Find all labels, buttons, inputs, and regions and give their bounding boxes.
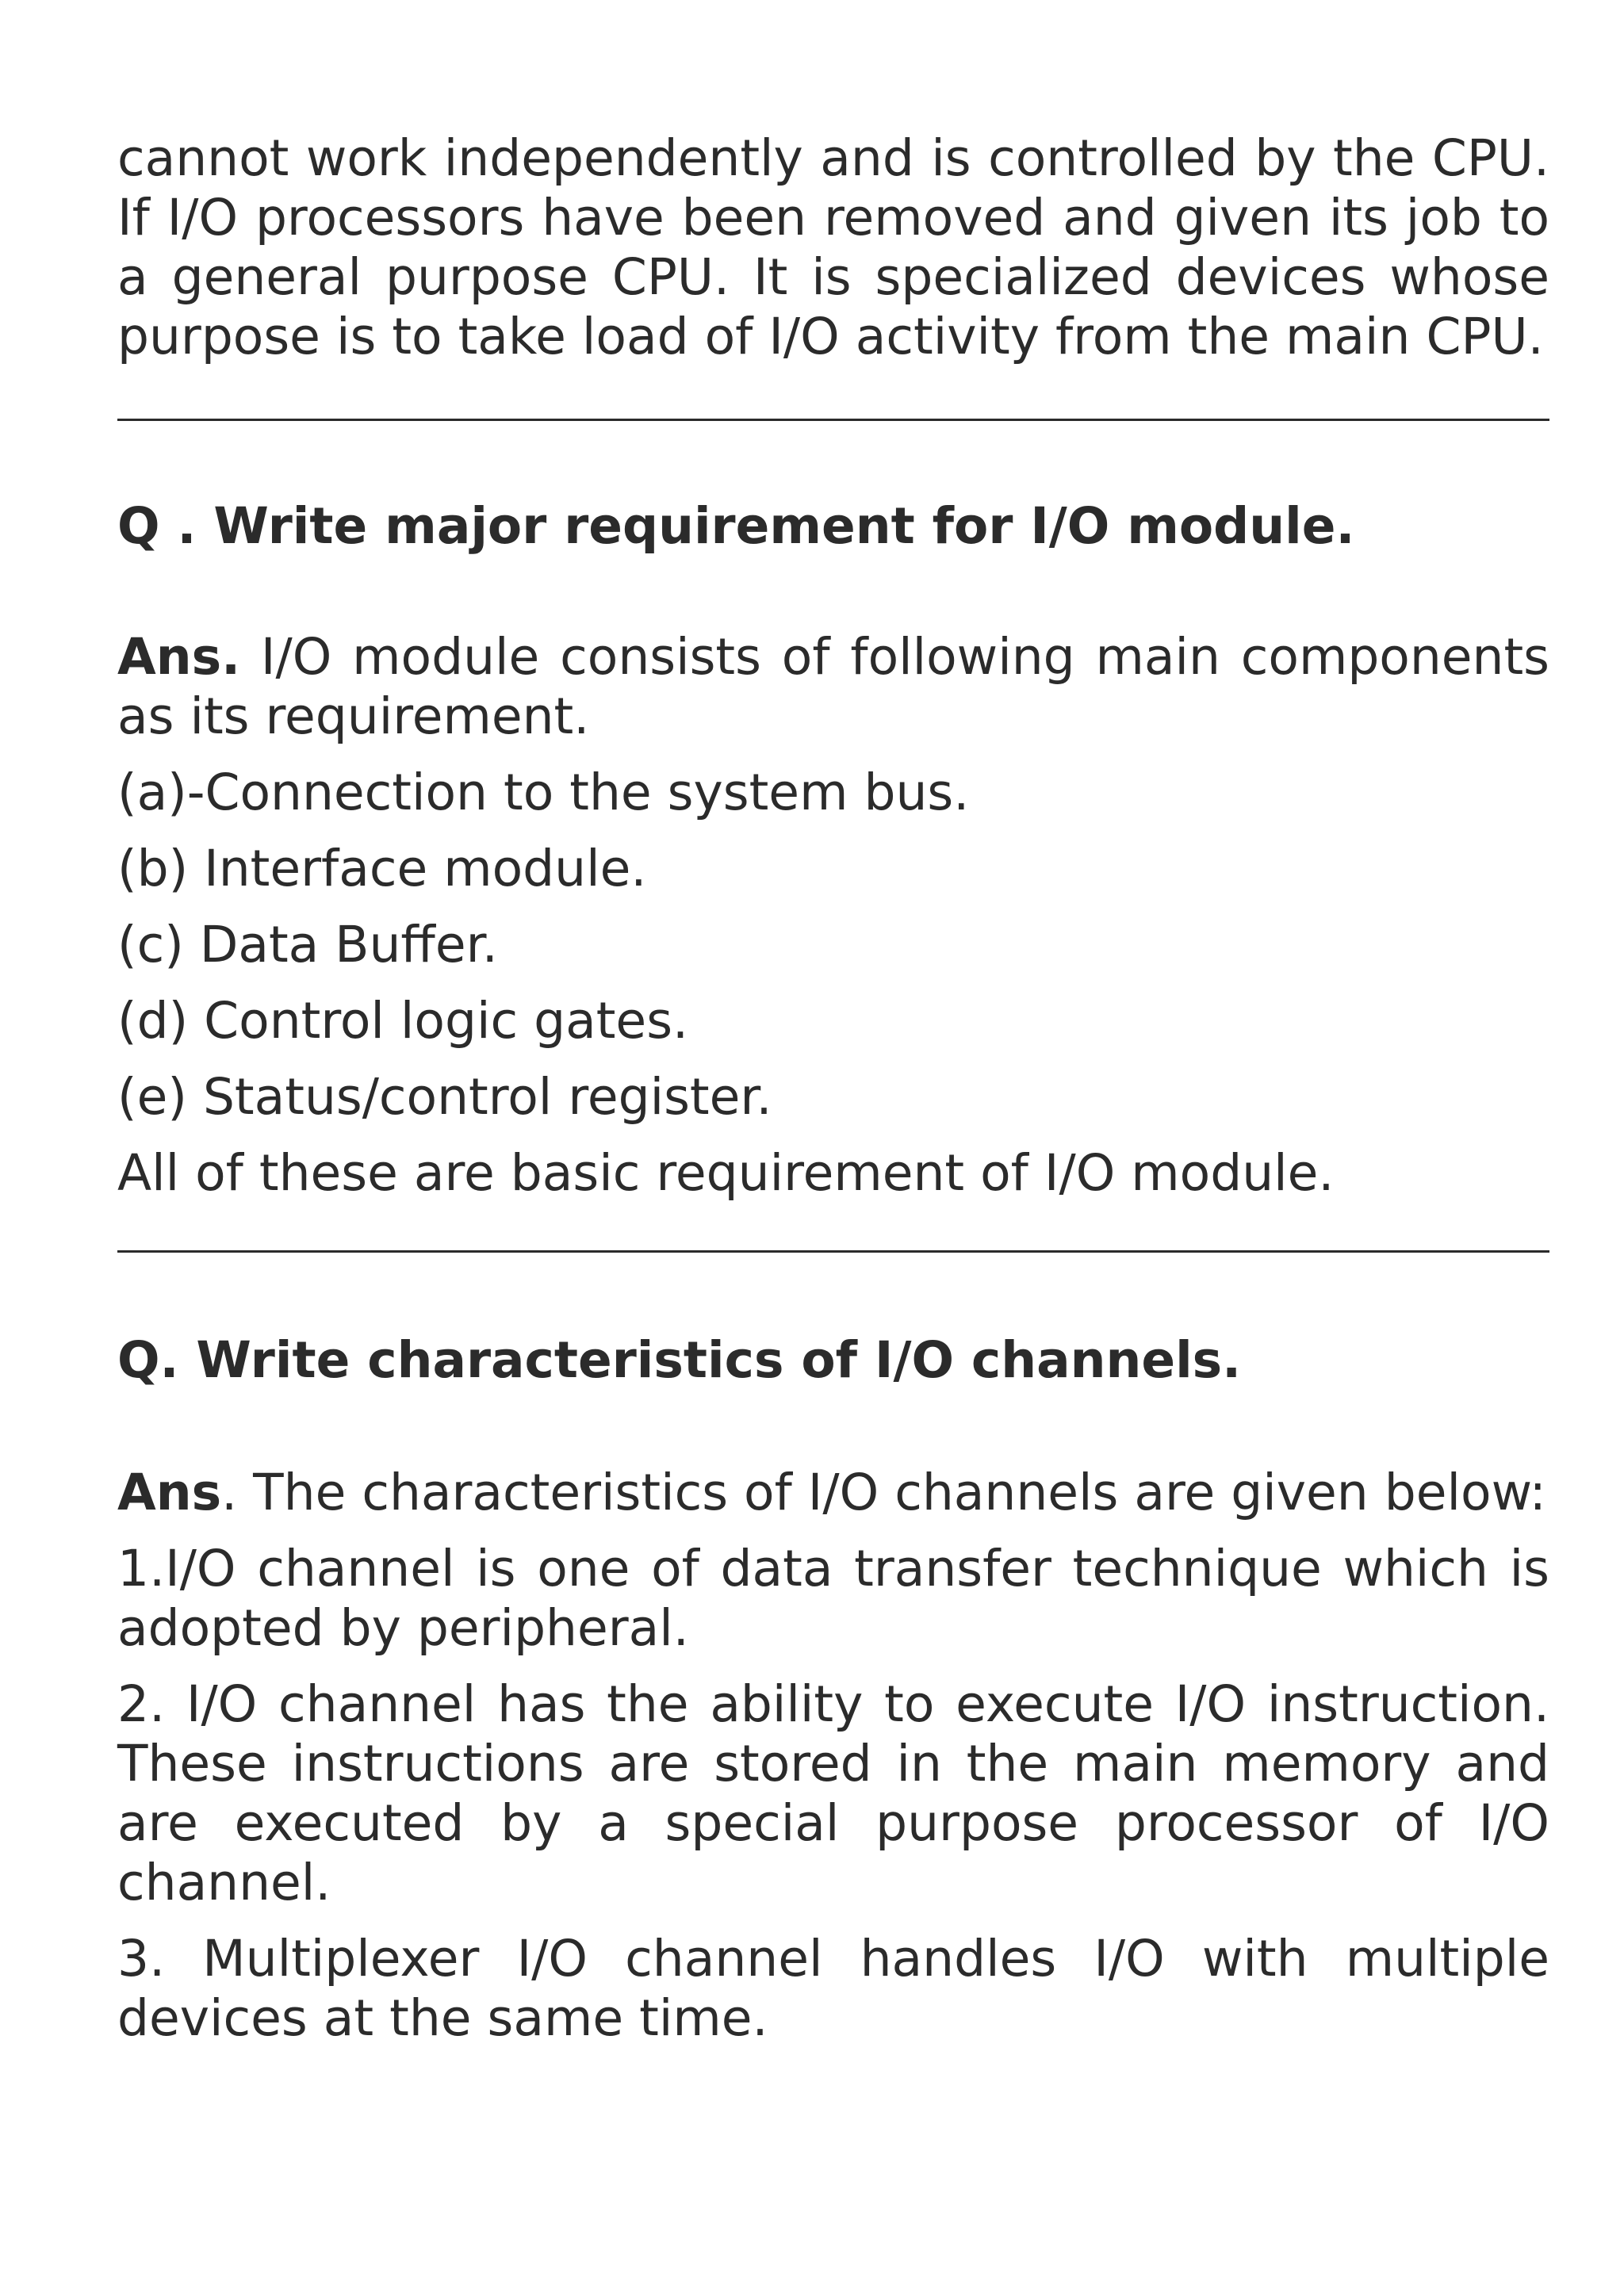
numbered-item: 2. I/O channel has the ability to execute I/O instruction. These instructions are stored in the main memory and are executed by a special purpose processor of I/O channel. xyxy=(117,1675,1549,1911)
list-item: (d) Control logic gates. xyxy=(117,992,689,1050)
numbered-item: 3. Multiplexer I/O channel handles I/O with multiple devices at the same time. xyxy=(117,1930,1549,2047)
answer-text: I/O module consists of following main components as its requirement. xyxy=(117,628,1549,745)
answer-label: Ans xyxy=(117,1464,222,1521)
answer-paragraph xyxy=(117,627,1549,746)
question-heading: Q. Write characteristics of I/O channels. xyxy=(117,1331,1242,1389)
list-item: (a)-Connection to the system bus. xyxy=(117,763,970,821)
list-item: (b) Interface module. xyxy=(117,840,647,897)
conclusion-text: All of these are basic requirement of I/O module. xyxy=(117,1144,1335,1202)
answer-paragraph xyxy=(117,1463,1549,1522)
section-divider xyxy=(117,1250,1549,1253)
intro-paragraph: cannot work independently and is controlled by the CPU. If I/O processors have been removed and given its job to a general purpose CPU. It is specialized devices whose purpose is to take load of I/O activity from the main CPU. xyxy=(117,129,1549,365)
answer-text: . The characteristics of I/O channels are given below: xyxy=(221,1464,1546,1521)
question-heading: Q . Write major requirement for I/O module. xyxy=(117,497,1355,555)
document-page xyxy=(117,128,1549,2048)
numbered-item: 1.I/O channel is one of data transfer technique which is adopted by peripheral. xyxy=(117,1540,1549,1657)
list-item: (c) Data Buffer. xyxy=(117,916,498,974)
answer-label: Ans. xyxy=(117,628,241,686)
list-item: (e) Status/control register. xyxy=(117,1068,772,1126)
section-divider xyxy=(117,419,1549,421)
